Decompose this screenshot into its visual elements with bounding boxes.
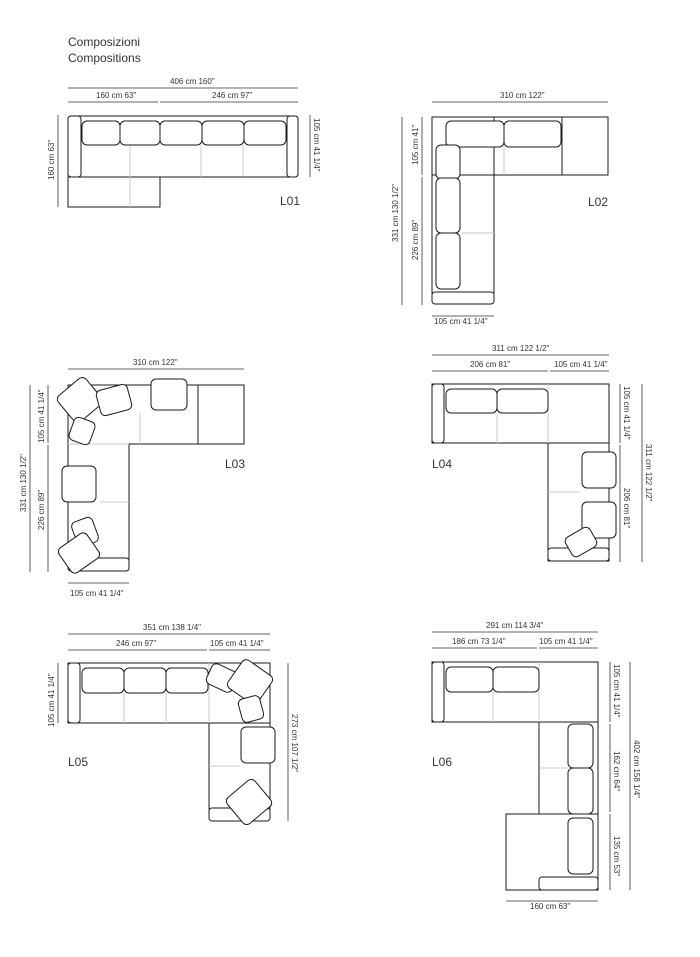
- l04-total-width: 311 cm 122 1/2": [492, 344, 550, 353]
- l06-chaise-width: 160 cm 63": [530, 902, 571, 911]
- l04-corner-depth: 105 cm 41 1/4": [622, 386, 631, 440]
- heading-italian: Composizioni: [68, 35, 141, 49]
- l04-corner-width: 105 cm 41 1/4": [554, 360, 608, 369]
- l03-code: L03: [225, 457, 246, 471]
- heading-english: Compositions: [68, 51, 141, 65]
- l01-code: L01: [280, 194, 301, 208]
- composition-l05: [47, 623, 299, 827]
- l05-total-depth: 273 cm 107 1/2": [290, 714, 299, 772]
- l03-side-width: 105 cm 41 1/4": [70, 589, 124, 598]
- l02-side-length: 226 cm 89": [411, 219, 420, 260]
- l04-total-depth: 311 cm 122 1/2": [644, 444, 653, 502]
- l03-side-length: 226 cm 89": [37, 489, 46, 530]
- l06-total-depth: 402 cm 158 1/4": [632, 740, 641, 798]
- l06-total-width: 291 cm 114 3/4": [486, 621, 544, 630]
- composition-l02: [391, 91, 608, 326]
- composition-l03: [19, 358, 245, 598]
- l05-corner-width: 105 cm 41 1/4": [210, 639, 264, 648]
- l06-corner-depth: 105 cm 41 1/4": [612, 664, 621, 718]
- l01-chaise-depth: 160 cm 63": [47, 139, 56, 180]
- l05-code: L05: [68, 755, 89, 769]
- l06-middle-length: 162 cm 64": [612, 751, 621, 792]
- l06-chaise-length: 135 cm 53": [612, 836, 621, 877]
- l02-total-depth: 331 cm 130 1/2": [391, 184, 400, 242]
- l05-corner-depth: 105 cm 41 1/4": [47, 673, 56, 727]
- l06-code: L06: [432, 755, 453, 769]
- l05-total-width: 351 cm 138 1/4": [143, 623, 201, 632]
- l04-sofa-width: 206 cm 81": [470, 360, 511, 369]
- l01-total-width: 406 cm 160": [170, 77, 215, 86]
- l04-side-length: 206 cm 81": [622, 488, 631, 529]
- l01-sofa-depth: 105 cm 41 1/4": [312, 118, 321, 172]
- l06-corner-width: 105 cm 41 1/4": [539, 637, 593, 646]
- composition-l06: [432, 621, 641, 911]
- l03-back-depth: 105 cm 41 1/4": [37, 389, 46, 443]
- l02-back-depth: 105 cm 41": [411, 124, 420, 165]
- composition-l01: [47, 77, 321, 208]
- l02-side-width: 105 cm 41 1/4": [434, 317, 488, 326]
- l04-code: L04: [432, 457, 453, 471]
- l05-sofa-width: 246 cm 97": [116, 639, 157, 648]
- l03-total-depth: 331 cm 130 1/2": [19, 454, 28, 512]
- l03-total-width: 310 cm 122": [133, 358, 178, 367]
- l02-code: L02: [588, 195, 609, 209]
- l01-sofa-width: 246 cm 97": [212, 91, 253, 100]
- l06-sofa-width: 186 cm 73 1/4": [452, 637, 506, 646]
- l02-total-width: 310 cm 122": [500, 91, 545, 100]
- composition-l04: [432, 344, 653, 562]
- l01-chaise-width: 160 cm 63": [96, 91, 137, 100]
